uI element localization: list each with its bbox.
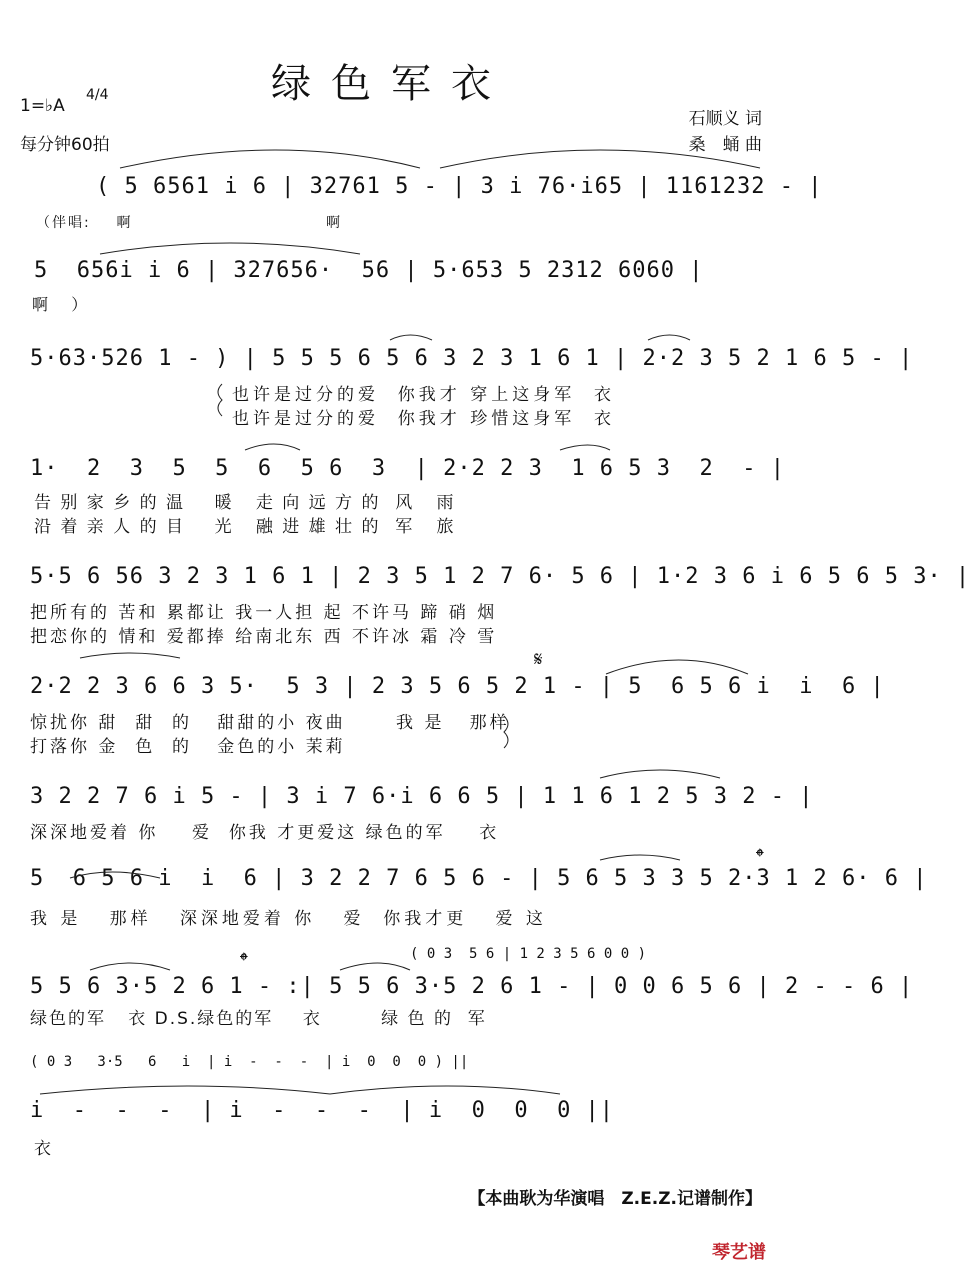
slur-mark (330, 1086, 560, 1094)
coda-mark: 𝄌 (240, 949, 248, 974)
slur-mark (340, 963, 410, 970)
score-notes-system-5: 5·5 6 56 3 2 3 1 6 1 | 2 3 5 1 2 7 6· 5 6 | 1·2 3 6 i 6 5 6 5 3· | (30, 564, 970, 589)
score-notes-system-3: 5·63·526 1 - ) | 5 5 5 6 5 6 3 2 3 1 6 1 | 2·2 3 5 2 1 6 5 - | (30, 346, 914, 371)
lyricist-credit: 石顺义 词 (688, 109, 762, 129)
slur-mark (600, 855, 680, 860)
slur-mark (606, 660, 748, 674)
lyrics-line-3-2: 也许是过分的爱 你我才 珍惜这身军 衣 (232, 409, 616, 429)
slur-mark (600, 770, 720, 778)
slur-mark (90, 963, 170, 970)
lyrics-line-8-1: 我 是 那样 深深地爱着 你 爱 你我才更 爱 这 (30, 909, 547, 929)
slur-mark (40, 1086, 330, 1094)
lyrics-line-6-2: 打落你 金 色 的 金色的小 茉莉 (30, 737, 346, 757)
lyrics-line-1-1: （伴唱: 啊 啊 (36, 215, 343, 231)
brace-mark (218, 384, 222, 416)
lyrics-line-4-2: 沿 着 亲 人 的 目 光 融 进 雄 壮 的 军 旅 (34, 517, 456, 537)
slur-mark (80, 653, 180, 658)
lyrics-line-9-1: 绿色的军 衣 D.S.绿色的军 衣 绿 色 的 军 (30, 1009, 487, 1029)
time-signature: 4/4 (86, 87, 109, 103)
coda-mark: 𝄌 (756, 845, 764, 870)
score-notes-system-10: i - - - | i - - - | i 0 0 0 || (30, 1098, 615, 1123)
lyrics-line-4-1: 告 别 家 乡 的 温 暖 走 向 远 方 的 风 雨 (34, 493, 456, 513)
lyrics-line-2-1: 啊 ） (32, 295, 90, 314)
brace-mark (504, 716, 508, 748)
composer-credit: 桑 蛹 曲 (688, 135, 762, 155)
slur-mark (560, 445, 610, 450)
lyrics-line-7-1: 深深地爱着 你 爱 你我 才更爱这 绿色的军 衣 (30, 823, 500, 843)
slur-mark (120, 150, 420, 168)
lyrics-line-3-1: 也许是过分的爱 你我才 穿上这身军 衣 (232, 385, 616, 405)
lyrics-line-10-1: 衣 (34, 1139, 60, 1159)
score-notes-system-8: 5 6 5 6 i i 6 | 3 2 2 7 6 5 6 - | 5 6 5 3 3 5 2·3 1 2 6· 6 | (30, 866, 928, 891)
lyrics-line-5-1: 把所有的 苦和 累都让 我一人担 起 不许马 蹄 硝 烟 (30, 603, 498, 623)
lyrics-line-6-1: 惊扰你 甜 甜 的 甜甜的小 夜曲 我 是 那样 (30, 713, 510, 733)
accompaniment-line-9: ( 0 3 5 6 | 1 2 3 5 6 0 0 ) (410, 946, 647, 962)
score-notes-system-6: 2·2 2 3 6 6 3 5· 5 3 | 2 3 5 6 5 2 1 - | 5 6 5 6 i i 6 | (30, 674, 885, 699)
slur-mark (70, 872, 160, 878)
lyrics-line-5-2: 把恋你的 情和 爱都捧 给南北东 西 不许冰 霜 冷 雪 (30, 627, 498, 647)
accompaniment-line-10: ( 0 3 3·5 6 i | i - - - | i 0 0 0 ) || (30, 1054, 469, 1070)
score-notes-system-4: 1· 2 3 5 5 6 5 6 3 | 2·2 2 3 1 6 5 3 2 - | (30, 456, 785, 481)
footer-credit: 【本曲耿为华演唱 Z.E.Z.记谱制作】 (468, 1189, 762, 1209)
slur-mark (648, 335, 690, 340)
song-title: 绿色军衣 (271, 61, 511, 107)
score-notes-system-1: ( 5 6561 i 6 | 32761 5 - | 3 i 76·i65 | 1161232 - | (96, 174, 823, 199)
score-notes-system-2: 5 656i i 6 | 327656· 56 | 5·653 5 2312 6060 | (34, 258, 704, 283)
score-notes-system-7: 3 2 2 7 6 i 5 - | 3 i 7 6·i 6 6 5 | 1 1 6 1 2 5 3 2 - | (30, 784, 814, 809)
slur-mark (390, 335, 432, 340)
segno-mark: 𝄋 (534, 647, 543, 671)
key-signature: 1=♭A (20, 96, 65, 116)
tempo-marking: 每分钟60拍 (20, 135, 110, 155)
slur-mark (440, 150, 760, 168)
score-notes-system-9: 5 5 6 3·5 2 6 1 - :| 5 5 6 3·5 2 6 1 - | 0 0 6 5 6 | 2 - - 6 | (30, 974, 914, 999)
slur-mark (100, 243, 360, 254)
slur-mark (245, 444, 300, 450)
site-logo: 琴艺谱 (712, 1242, 766, 1263)
